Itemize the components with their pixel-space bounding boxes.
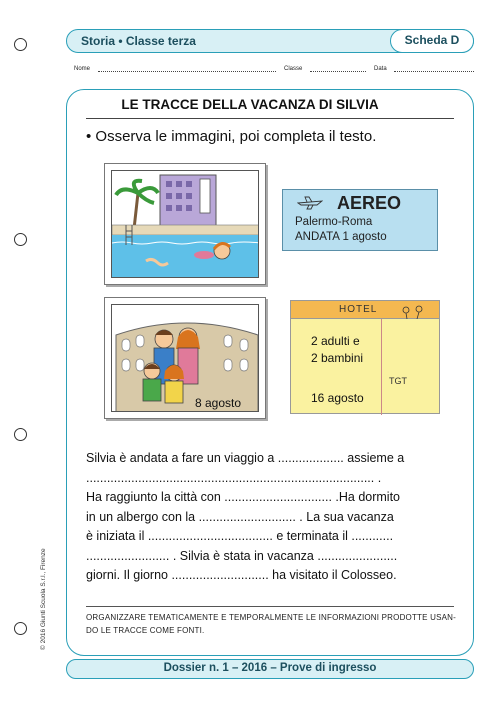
checkout-date: 16 agosto xyxy=(311,391,364,405)
student-info-line xyxy=(74,66,474,78)
learning-objective xyxy=(86,611,460,637)
class-field[interactable] xyxy=(310,71,366,72)
receipt-margin-line xyxy=(381,319,382,415)
footer-bar xyxy=(66,659,474,679)
paragraph-line[interactable]: giorni. Il giorno ............................ ha visitato il Colosseo. xyxy=(86,568,397,582)
class-label: Classe xyxy=(284,66,303,72)
objective-line: DO LE TRACCE COME FONTI. xyxy=(86,626,205,635)
hotel-receipt xyxy=(290,300,440,414)
binder-hole-3 xyxy=(14,428,27,441)
paragraph-line[interactable]: ................................................................................... . xyxy=(86,470,382,485)
binder-hole-4 xyxy=(14,622,27,635)
footer-text: Dossier n. 1 – 2016 – Prove di ingresso xyxy=(163,662,377,674)
paragraph-line[interactable]: Silvia è andata a fare un viaggio a ................... assieme a xyxy=(86,451,405,465)
binder-hole-1 xyxy=(14,38,27,51)
flower-icon xyxy=(399,303,429,319)
name-label: Nome xyxy=(74,66,91,72)
copyright-notice: © 2016 Giunti Scuola S.r.l., Firenze xyxy=(40,548,47,650)
guests-adults: 2 adulti e xyxy=(311,334,360,348)
objective-line: ORGANIZZARE TEMATICAMENTE E TEMPORALMENTE LE INFORMAZIONI PRODOTTE USAN- xyxy=(86,613,456,622)
date-field[interactable] xyxy=(394,71,474,72)
paragraph-line[interactable]: è iniziata il .................................... e terminata il ............ xyxy=(86,529,394,543)
ticket-date: ANDATA 1 agosto xyxy=(295,231,387,243)
objective-divider xyxy=(86,606,454,607)
pool-illustration xyxy=(112,171,259,278)
date-label: Data xyxy=(374,66,387,72)
ticket-title: AEREO xyxy=(337,193,402,213)
worksheet-title: LE TRACCE DELLA VACANZA DI SILVIA xyxy=(121,97,379,112)
paragraph-line[interactable]: in un albergo con la ............................ . La sua vacanza xyxy=(86,509,394,524)
pool-photo xyxy=(104,163,266,285)
receipt-stamp: TGT xyxy=(389,376,407,386)
fill-in-paragraph[interactable] xyxy=(86,449,460,586)
header-bar xyxy=(66,29,474,53)
guests-children: 2 bambini xyxy=(311,351,364,365)
plane-ticket xyxy=(282,189,438,251)
colosseum-photo xyxy=(104,297,266,419)
hotel-header: HOTEL xyxy=(339,304,378,315)
instruction-text: • Osserva le immagini, poi completa il testo. xyxy=(86,128,377,145)
name-field[interactable] xyxy=(98,71,276,72)
paragraph-line[interactable]: Ha raggiunto la città con ............................... .Ha dormito xyxy=(86,490,401,504)
paragraph-line[interactable]: ........................ . Silvia è stata in vacanza ....................... xyxy=(86,548,398,563)
sheet-tag: Scheda D xyxy=(390,29,474,53)
subject-label: Storia • Classe terza xyxy=(81,34,196,48)
ticket-route: Palermo-Roma xyxy=(295,216,373,228)
title-divider xyxy=(86,118,454,119)
airplane-icon xyxy=(297,196,323,210)
colosseum-photo-caption: 8 agosto xyxy=(195,396,242,410)
binder-hole-2 xyxy=(14,233,27,246)
